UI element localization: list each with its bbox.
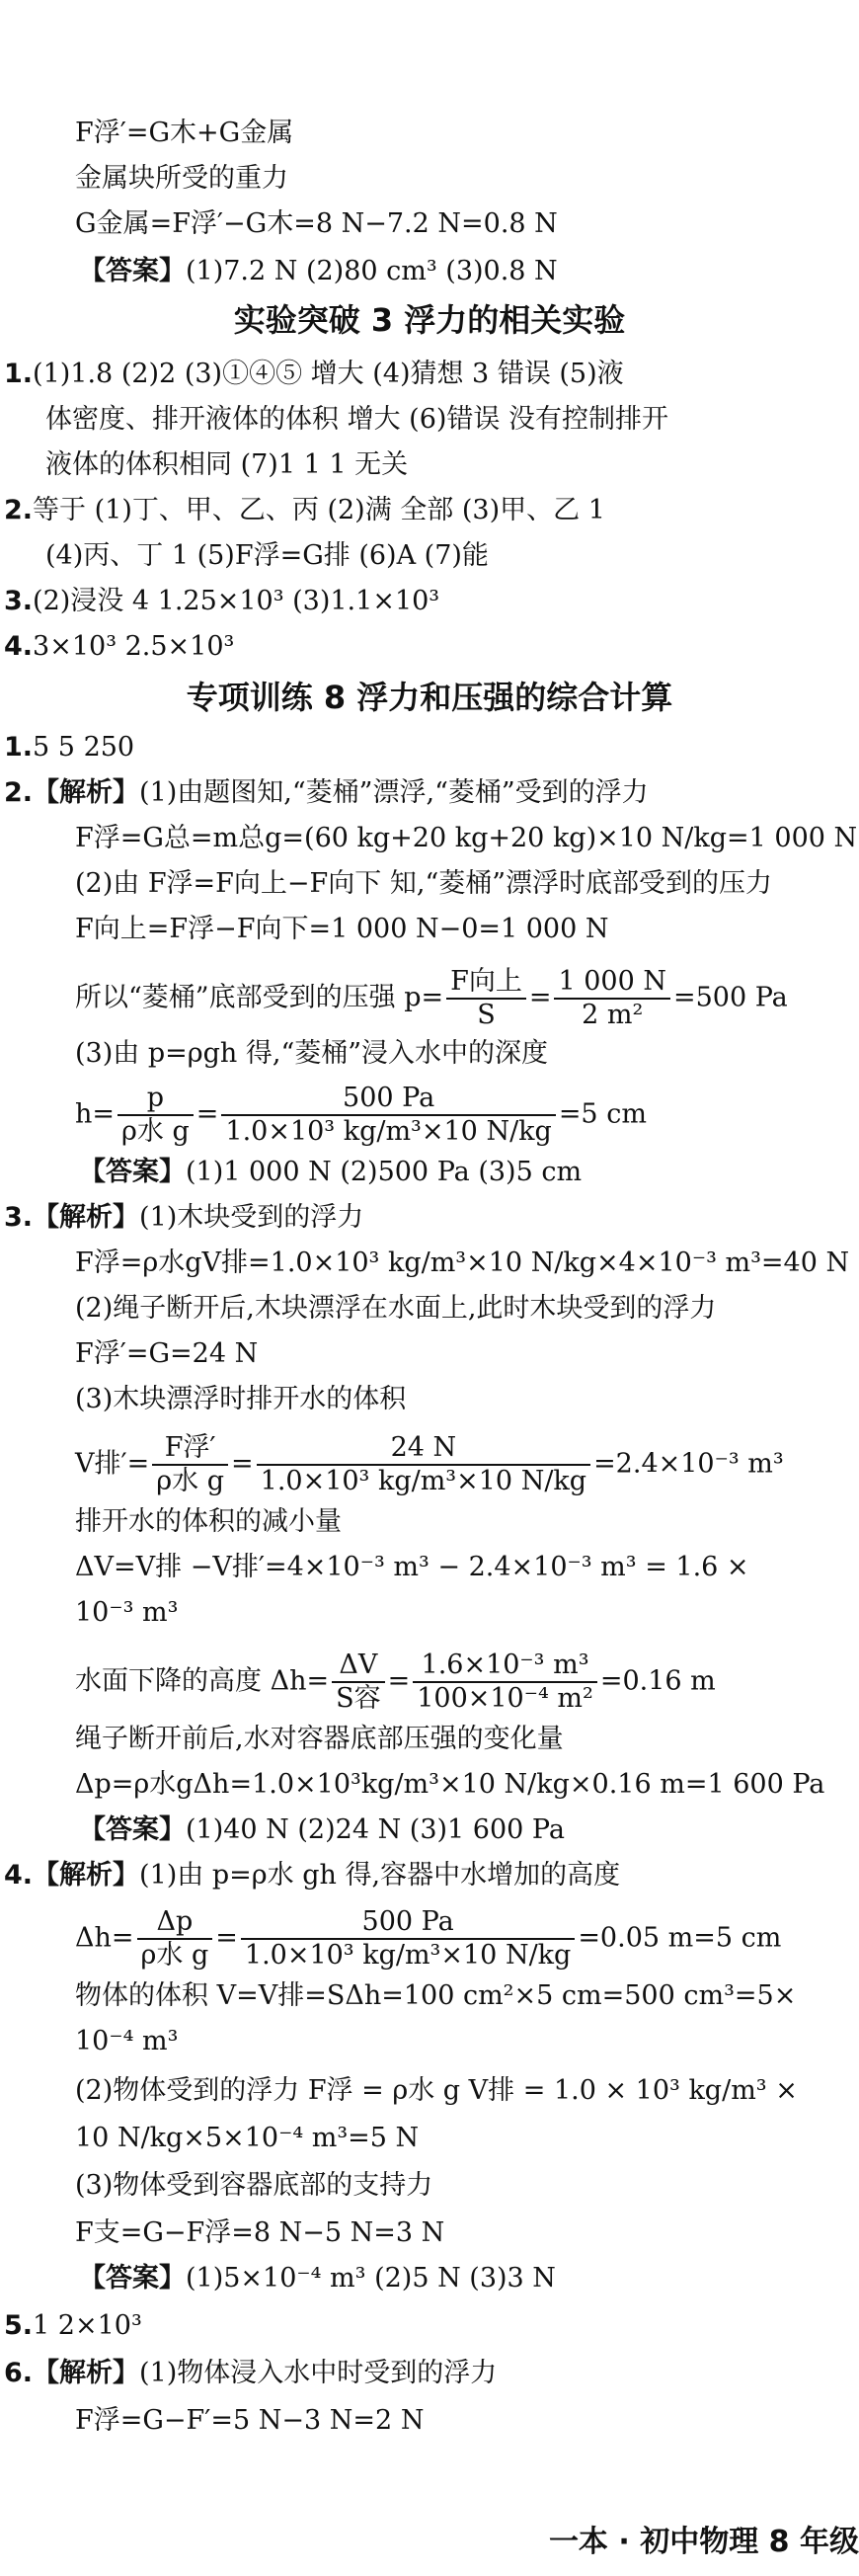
answer-tag: 【答案】	[79, 256, 186, 286]
question-number: 3.	[4, 586, 34, 616]
answer-line	[79, 1156, 582, 1189]
question-text: 1 2×10³	[33, 2310, 142, 2341]
fraction-line	[75, 1432, 784, 1497]
formula-line: (2)物体受到的浮力 F浮 = ρ水 g V排 = 1.0 × 10³ kg/m³ ×	[75, 2075, 798, 2106]
equals: =	[231, 1448, 254, 1480]
formula-text: =500 Pa	[672, 982, 788, 1013]
numerator: 1.6×10⁻³ m³	[413, 1650, 597, 1683]
formula-line: ΔV=V排 −V排′=4×10⁻³ m³ − 2.4×10⁻³ m³ = 1.6 ×	[75, 1552, 749, 1582]
formula-line: F向上=F浮−F向下=1 000 N−0=1 000 N	[75, 914, 609, 944]
fraction	[221, 1083, 555, 1148]
numerator: 24 N	[257, 1432, 590, 1466]
fraction	[257, 1432, 590, 1497]
answer-line	[79, 1813, 565, 1847]
formula-line: F浮=G−F′=5 N−3 N=2 N	[75, 2405, 425, 2436]
numerator: 500 Pa	[221, 1083, 555, 1116]
question-text: 体密度、排开液体的体积 增大 (6)错误 没有控制排开	[45, 404, 668, 435]
denominator: ρ水 g	[140, 1940, 209, 1971]
fraction-line	[75, 1906, 781, 1972]
fraction-line	[75, 1083, 647, 1148]
formula-line: 10⁻⁴ m³	[75, 2026, 179, 2056]
formula-line: (2)由 F浮=F向上−F向下 知,“菱桶”漂浮时底部受到的压力	[75, 868, 773, 899]
question-text: 液体的体积相同 (7)1 1 1 无关	[45, 449, 409, 480]
formula-line: Δp=ρ水gΔh=1.0×10³kg/m³×10 N/kg×0.16 m=1 600 Pa	[75, 1769, 825, 1800]
question-2	[4, 776, 649, 810]
fraction	[117, 1083, 194, 1148]
question-text: (2)浸没 4 1.25×10³ (3)1.1×10³	[33, 586, 440, 616]
question-number: 1.	[4, 359, 34, 389]
fraction	[241, 1906, 575, 1972]
fraction	[446, 966, 526, 1031]
question-text: (1)木块受到的浮力	[139, 1202, 364, 1233]
denominator: ρ水 g	[156, 1466, 225, 1496]
text-line: (2)绳子断开后,木块漂浮在水面上,此时木块受到的浮力	[75, 1293, 717, 1324]
formula-line: F浮′=G木+G金属	[75, 118, 294, 148]
question-5	[4, 2309, 142, 2343]
text-line: 绳子断开前后,水对容器底部压强的变化量	[75, 1724, 564, 1754]
denominator: ρ水 g	[121, 1116, 190, 1147]
formula-text: 所以“菱桶”底部受到的压强 p=	[75, 982, 444, 1013]
question-4	[4, 630, 234, 664]
formula-line: F支=G−F浮=8 N−5 N=3 N	[75, 2217, 445, 2248]
fraction-line	[75, 966, 788, 1031]
question-number: 3.	[4, 1202, 34, 1233]
question-2	[4, 494, 605, 527]
question-1	[4, 358, 624, 391]
formula-line: F浮′=G=24 N	[75, 1338, 259, 1369]
answer-tag: 【答案】	[79, 1814, 186, 1845]
analysis-tag: 【解析】	[33, 2358, 140, 2388]
denominator: 1.0×10³ kg/m³×10 N/kg	[225, 1116, 552, 1147]
numerator: 1 000 N	[554, 966, 670, 1000]
question-3	[4, 585, 439, 618]
formula-line: 10⁻³ m³	[75, 1597, 179, 1628]
denominator: 2 m²	[582, 1000, 644, 1030]
formula-line: 物体的体积 V=V排=SΔh=100 cm²×5 cm=500 cm³=5×	[75, 1980, 797, 2011]
formula-line: 10 N/kg×5×10⁻⁴ m³=5 N	[75, 2123, 420, 2153]
page-footer: 一本 · 初中物理 8 年级	[548, 2525, 859, 2559]
formula-line: F浮=ρ水gV排=1.0×10³ kg/m³×10 N/kg×4×10⁻³ m³=40 N	[75, 1248, 850, 1278]
question-text: (1)由题图知,“菱桶”漂浮,“菱桶”受到的浮力	[139, 777, 649, 808]
text-line: (3)物体受到容器底部的支持力	[75, 2170, 433, 2201]
formula-text: Δh=	[75, 1922, 134, 1954]
question-3	[4, 1201, 363, 1235]
denominator: 1.0×10³ kg/m³×10 N/kg	[260, 1466, 587, 1496]
question-number: 4.	[4, 1860, 34, 1891]
numerator: F浮′	[152, 1432, 228, 1466]
question-4	[4, 1859, 620, 1892]
question-1	[4, 731, 134, 765]
numerator: ΔV	[332, 1650, 385, 1683]
formula-text: h=	[75, 1098, 116, 1130]
question-number: 1.	[4, 732, 34, 763]
formula-line: (3)由 p=ρgh 得,“菱桶”浸入水中的深度	[75, 1038, 549, 1069]
equals: =	[528, 982, 552, 1013]
question-number: 4.	[4, 631, 34, 662]
formula-text: 水面下降的高度 Δh=	[75, 1665, 330, 1697]
fraction	[152, 1432, 228, 1497]
question-number: 5.	[4, 2310, 34, 2341]
answer-text: (1)5×10⁻⁴ m³ (2)5 N (3)3 N	[186, 2263, 556, 2294]
fraction	[413, 1650, 597, 1715]
section-title: 专项训练 8 浮力和压强的综合计算	[186, 679, 673, 716]
equals: =	[387, 1665, 411, 1697]
analysis-tag: 【解析】	[33, 777, 140, 808]
question-text: (1)1.8 (2)2 (3)①④⑤ 增大 (4)猜想 3 错误 (5)液	[33, 359, 624, 389]
denominator: 100×10⁻⁴ m²	[417, 1683, 593, 1714]
question-text: 3×10³ 2.5×10³	[33, 631, 235, 662]
answer-tag: 【答案】	[79, 2263, 186, 2294]
formula-text: =0.16 m	[599, 1665, 716, 1697]
answer-text: (1)7.2 N (2)80 cm³ (3)0.8 N	[186, 256, 558, 286]
numerator: Δp	[137, 1906, 213, 1940]
answer-text: (1)1 000 N (2)500 Pa (3)5 cm	[186, 1157, 583, 1187]
fraction-line	[75, 1650, 716, 1715]
answer-tag: 【答案】	[79, 1157, 186, 1187]
question-text: 5 5 250	[33, 732, 135, 763]
answer-line	[79, 255, 558, 288]
equals: =	[215, 1922, 238, 1954]
formula-line: F浮=G总=m总g=(60 kg+20 kg+20 kg)×10 N/kg=1 000 N	[75, 823, 858, 853]
answer-text: (1)40 N (2)24 N (3)1 600 Pa	[186, 1814, 565, 1845]
numerator: F向上	[446, 966, 526, 1000]
numerator: 500 Pa	[241, 1906, 575, 1940]
denominator: S	[477, 1000, 496, 1030]
section-title: 实验突破 3 浮力的相关实验	[233, 301, 626, 339]
formula-line: G金属=F浮′−G木=8 N−7.2 N=0.8 N	[75, 208, 558, 239]
denominator: 1.0×10³ kg/m³×10 N/kg	[244, 1940, 572, 1971]
formula-text: =5 cm	[558, 1098, 647, 1130]
question-6	[4, 2357, 497, 2390]
fraction	[332, 1650, 385, 1715]
equals: =	[195, 1098, 219, 1130]
numerator: p	[117, 1083, 194, 1116]
question-text: (1)由 p=ρ水 gh 得,容器中水增加的高度	[139, 1860, 621, 1891]
formula-text: V排′=	[75, 1448, 150, 1480]
formula-text: =2.4×10⁻³ m³	[593, 1448, 784, 1480]
fraction	[137, 1906, 213, 1972]
question-number: 2.	[4, 495, 34, 525]
fraction	[554, 966, 670, 1031]
denominator: S容	[336, 1683, 381, 1714]
formula-text: =0.05 m=5 cm	[578, 1922, 782, 1954]
question-number: 6.	[4, 2358, 34, 2388]
analysis-tag: 【解析】	[33, 1202, 140, 1233]
analysis-tag: 【解析】	[33, 1860, 140, 1891]
question-text: (1)物体浸入水中时受到的浮力	[139, 2358, 498, 2388]
text-line: (3)木块漂浮时排开水的体积	[75, 1384, 407, 1414]
text-line: 排开水的体积的减小量	[75, 1506, 342, 1537]
answer-line	[79, 2262, 556, 2295]
question-text: 等于 (1)丁、甲、乙、丙 (2)满 全部 (3)甲、乙 1	[33, 495, 605, 525]
text-line: 金属块所受的重力	[75, 163, 288, 194]
question-text: (4)丙、丁 1 (5)F浮=G排 (6)A (7)能	[45, 540, 489, 571]
question-number: 2.	[4, 777, 34, 808]
